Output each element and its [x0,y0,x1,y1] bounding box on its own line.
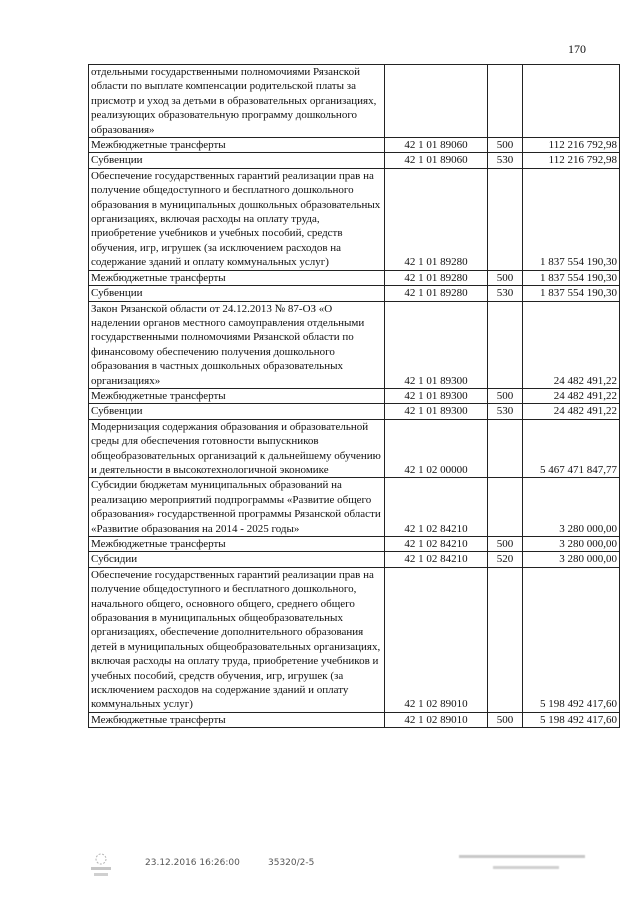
row-code: 42 1 02 89010 [385,712,488,727]
row-sum [523,65,620,138]
stamp-icon [88,850,114,880]
row-sum: 5 198 492 417,60 [523,567,620,712]
row-name: Модернизация содержания образования и образовательной среды для обеспечения готовности выпускников общеобразовательных организаций к дальнейшему обучению и деятельности в высокотехнологичной экономике [89,419,385,478]
row-name: Субсидии бюджетам муниципальных образований на реализацию мероприятий подпрограммы «Развитие общего образования» государственной программы Рязанской области «Развитие образования на 2014 - 2025 годы» [89,478,385,537]
row-name: отдельными государственными полномочиями Рязанской области по выплате компенсации родительской платы за присмотр и уход за детьми в образовательных организациях, реализующих образовательную программу дошкольного образования» [89,65,385,138]
row-code: 42 1 02 89010 [385,567,488,712]
row-sum: 3 280 000,00 [523,478,620,537]
row-sum: 1 837 554 190,30 [523,286,620,301]
row-kvr [488,478,523,537]
row-kvr: 530 [488,404,523,419]
row-code: 42 1 01 89060 [385,153,488,168]
table-row [89,65,620,138]
row-kvr [488,65,523,138]
row-code: 42 1 01 89280 [385,286,488,301]
row-name: Межбюджетные трансферты [89,138,385,153]
row-kvr: 520 [488,552,523,567]
row-kvr: 500 [488,270,523,285]
row-name: Межбюджетные трансферты [89,270,385,285]
row-sum: 5 467 471 847,77 [523,419,620,478]
footer-doc-code: 35320/2-5 [268,858,315,868]
row-kvr: 530 [488,153,523,168]
row-code: 42 1 01 89060 [385,138,488,153]
row-code [385,65,488,138]
table-row [89,419,620,478]
row-code: 42 1 01 89300 [385,301,488,388]
row-name: Субсидии [89,552,385,567]
table-row [89,153,620,168]
row-kvr [488,168,523,270]
row-kvr: 530 [488,286,523,301]
row-name: Субвенции [89,153,385,168]
row-sum: 5 198 492 417,60 [523,712,620,727]
row-code: 42 1 02 84210 [385,478,488,537]
table-row [89,478,620,537]
row-sum: 24 482 491,22 [523,404,620,419]
row-code: 42 1 01 89300 [385,388,488,403]
table-row [89,404,620,419]
footer [0,846,640,886]
footer-date: 23.12.2016 16:26:00 [145,858,240,868]
table-row [89,552,620,567]
row-code: 42 1 01 89280 [385,168,488,270]
table-row [89,388,620,403]
table-row [89,168,620,270]
row-kvr [488,301,523,388]
row-sum: 1 837 554 190,30 [523,168,620,270]
row-code: 42 1 01 89280 [385,270,488,285]
row-name: Субвенции [89,404,385,419]
row-code: 42 1 02 84210 [385,537,488,552]
table-row [89,567,620,712]
row-kvr: 500 [488,537,523,552]
row-code: 42 1 01 89300 [385,404,488,419]
page-number: 170 [568,42,586,56]
row-code: 42 1 02 00000 [385,419,488,478]
table-row [89,286,620,301]
row-name: Обеспечение государственных гарантий реализации прав на получение общедоступного и бесплатного дошкольного образования в муниципальных дошкольных образовательных организациях, включая расходы на оплату труда, приобретение учебников и учебных пособий, средств обучения, игр, игрушек (за исключением расходов на содержание зданий и оплату коммунальных услуг) [89,168,385,270]
row-kvr: 500 [488,388,523,403]
row-kvr: 500 [488,712,523,727]
row-kvr: 500 [488,138,523,153]
budget-table [88,64,620,728]
table-row [89,270,620,285]
table-row [89,301,620,388]
row-kvr [488,419,523,478]
table-row [89,712,620,727]
table-row [89,138,620,153]
row-name: Закон Рязанской области от 24.12.2013 № 87-ОЗ «О наделении органов местного самоуправления отдельными государственными полномочиями Рязанской области по финансовому обеспечению получения дошкольного образования в частных дошкольных образовательных организациях» [89,301,385,388]
row-sum: 112 216 792,98 [523,153,620,168]
row-name: Межбюджетные трансферты [89,537,385,552]
row-sum: 24 482 491,22 [523,388,620,403]
row-sum: 24 482 491,22 [523,301,620,388]
row-kvr [488,567,523,712]
row-sum: 112 216 792,98 [523,138,620,153]
row-name: Обеспечение государственных гарантий реализации прав на получение общедоступного и бесплатного дошкольного, начального общего, основного общего, среднего общего образования в муниципальных общеобразовательных организациях, обеспечение дополнительного образования детей в муниципальных общеобразовательных организациях, включая расходы на оплату труда, приобретение учебников и учебных пособий, средств обучения, игр, игрушек (за исключением расходов на содержание зданий и оплату коммунальных услуг) [89,567,385,712]
row-name: Межбюджетные трансферты [89,712,385,727]
table-row [89,537,620,552]
row-sum: 1 837 554 190,30 [523,270,620,285]
row-code: 42 1 02 84210 [385,552,488,567]
row-sum: 3 280 000,00 [523,552,620,567]
footer-faded-note [455,852,595,876]
row-name: Субвенции [89,286,385,301]
row-sum: 3 280 000,00 [523,537,620,552]
row-name: Межбюджетные трансферты [89,388,385,403]
